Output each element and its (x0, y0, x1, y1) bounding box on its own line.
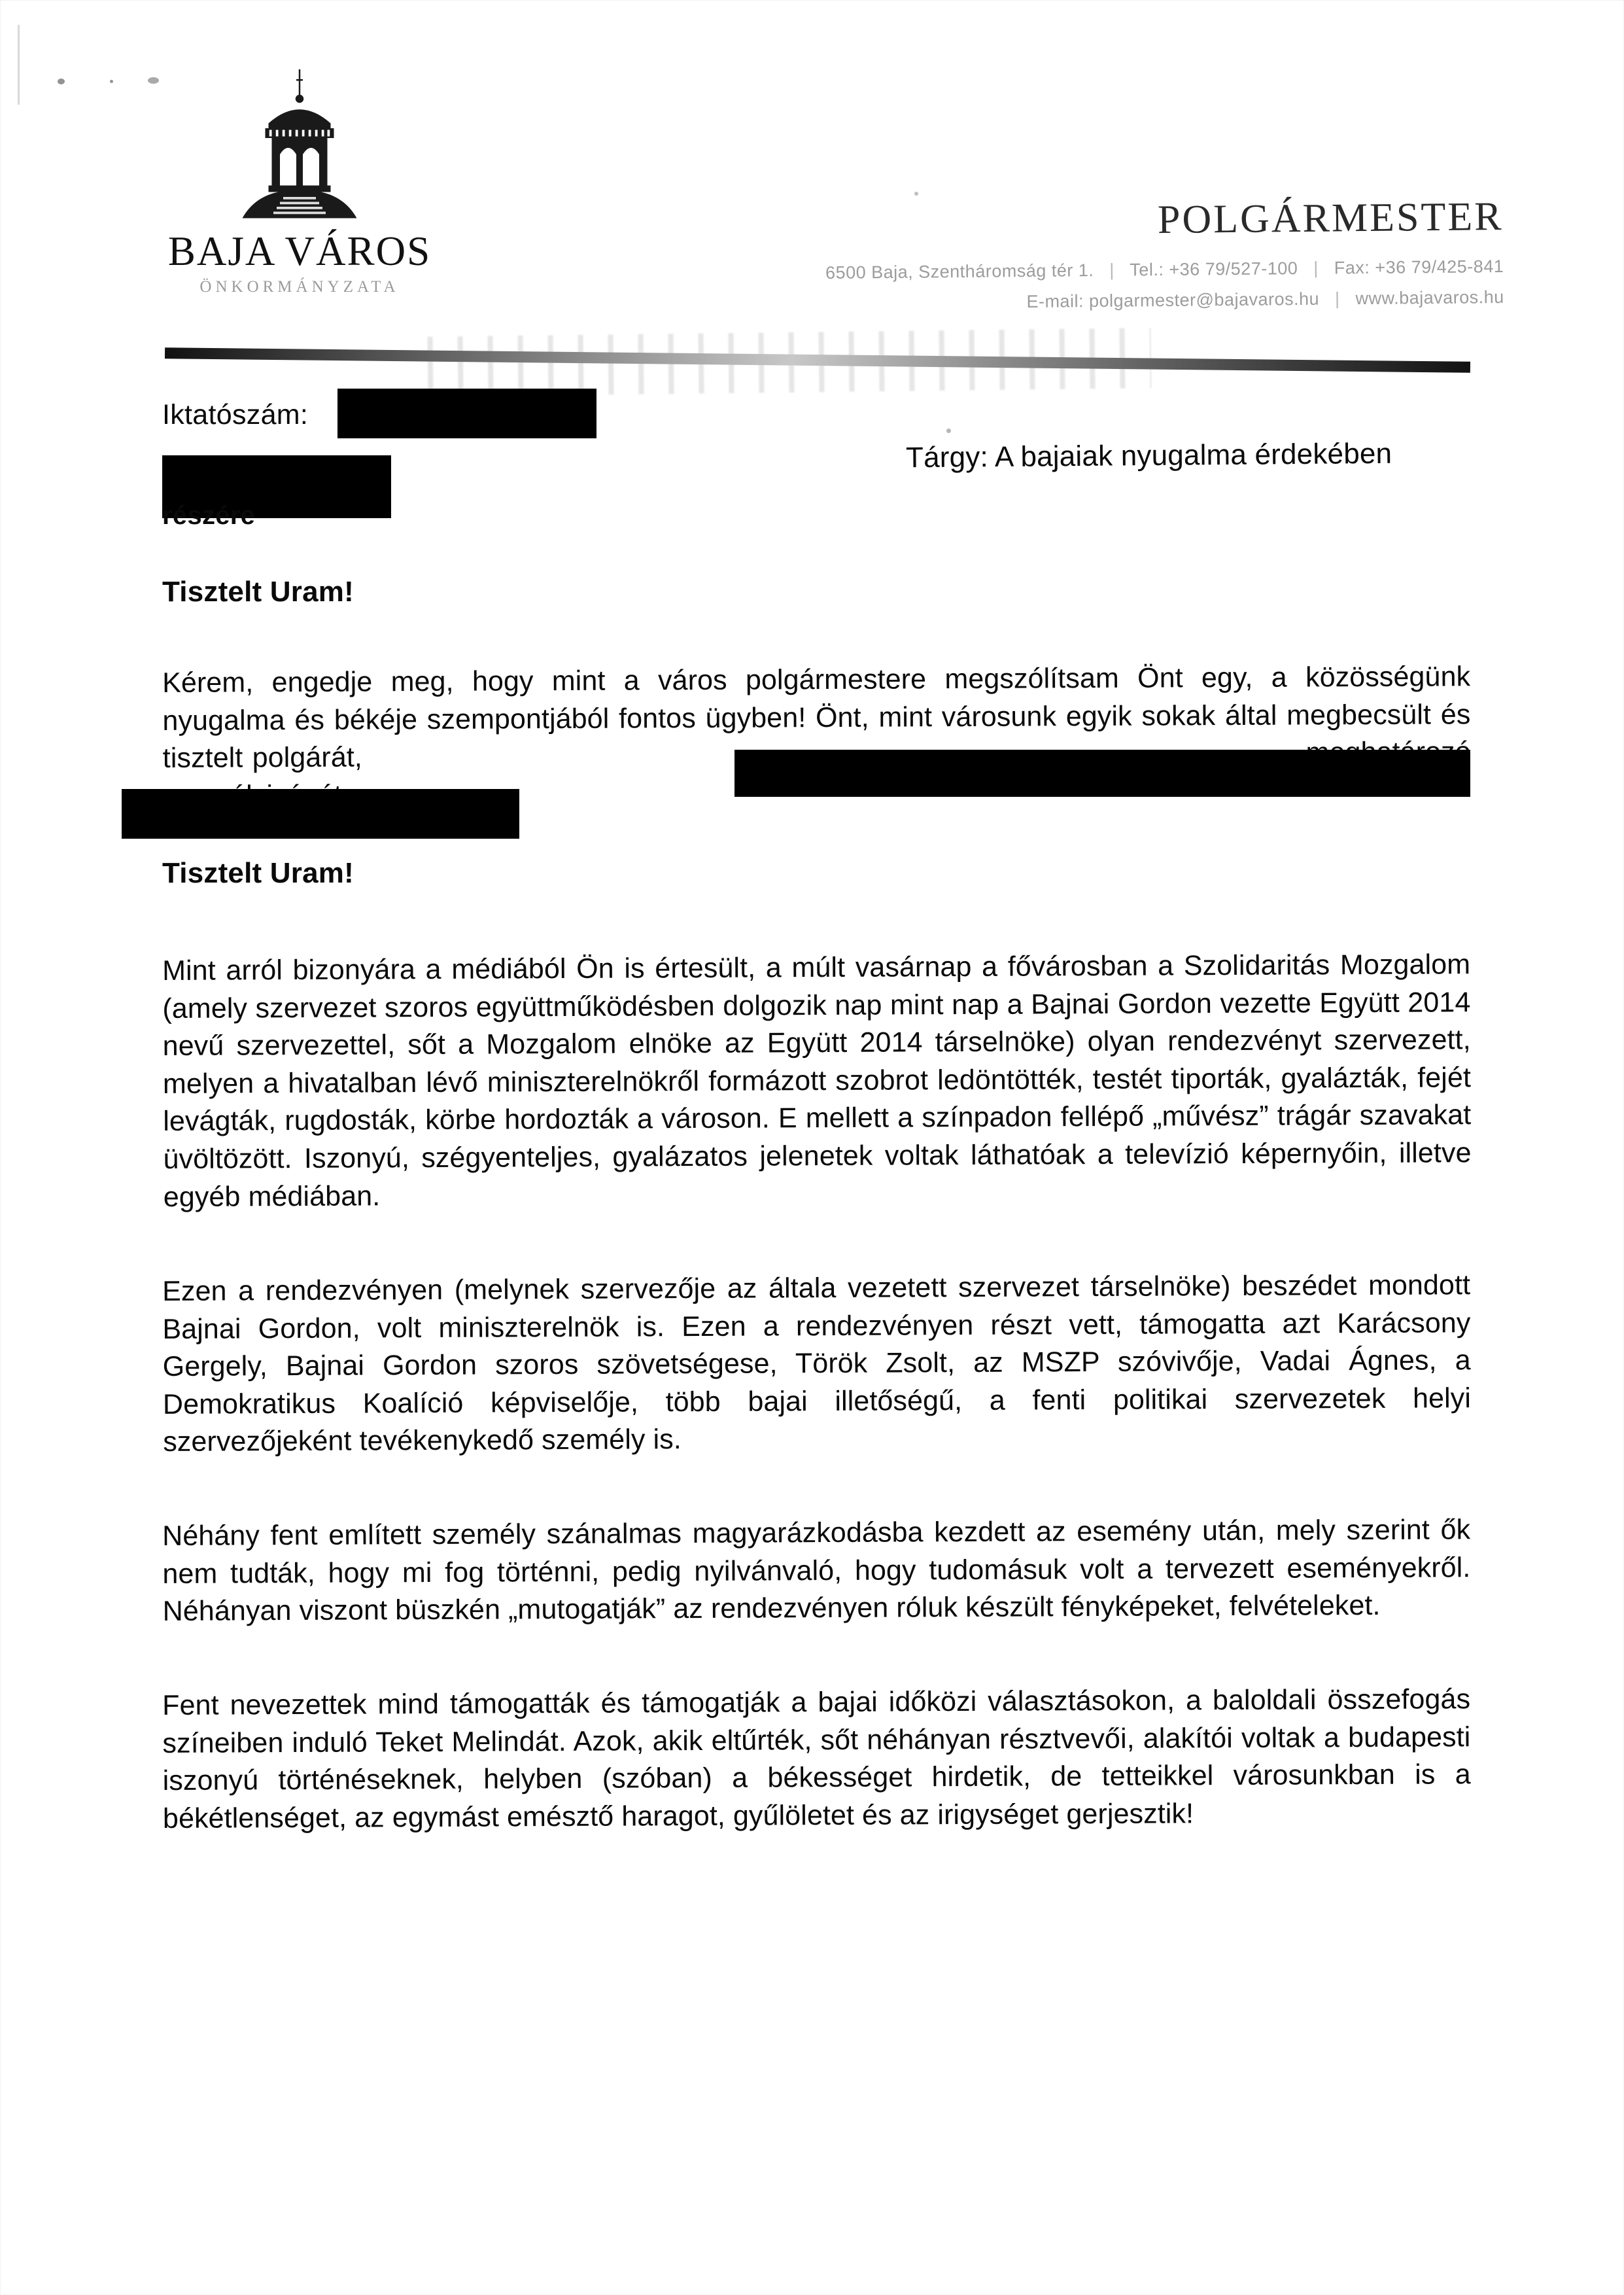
intro-redaction-line-3 (734, 750, 1470, 797)
letterhead-title: POLGÁRMESTER (1157, 194, 1504, 243)
reference-number-row (162, 389, 1470, 445)
body-paragraph-1: Mint arról bizonyára a médiából Ön is értesült, a múlt vasárnap a fővárosban a Szolidaritás Mozgalom (amely szervezet szoros együttműködésben dolgozik nap mint nap a Bajnai Gordon vezette Együtt 2014 nevű szervezettel, sőt a Mozgalom elnöke az Együtt 2014 társelnöke) olyan rendezvényt szervezett, melyen a hivatalban lévő miniszterelnökről formázott szobrot ledöntötték, testét tiporták, gyalázták, fejét levágták, rugdosták, körbe hordozták a városon. E mellett a színpadon fellépő „művész” trágár szavakat üvöltözött. Iszonyú, szégyenteljes, gyalázatos jelenetek voltak láthatóak a televízió képernyőin, illetve egyéb médiában. (162, 949, 1472, 1214)
salutation-first: Tisztelt Uram! (162, 576, 354, 608)
office-email: E-mail: polgarmester@bajavaros.hu (1026, 289, 1319, 312)
reference-number-redaction (337, 389, 596, 438)
separator-glyph: | (1109, 260, 1114, 280)
contact-line-2 (825, 282, 1504, 319)
separator-glyph: | (1334, 289, 1340, 309)
body-paragraph-4: Fent nevezettek mind támogatták és támogatják a bajai időközi választásokon, a baloldali összefogás színeiben induló Teket Melindát. Azok, akik eltűrték, sőt néhányan résztvevői, alakítói voltak a budapesti iszonyú történéseknek, helyben (szóban) a békességet hirdetik, de tetteikkel városunkban is a békétlenséget, az egymást emésztő haragot, gyűlöletet és az irigységet gerjesztik! (162, 1683, 1471, 1834)
letter-body (162, 576, 1470, 1838)
letterhead (0, 0, 1624, 340)
reference-number-label: Iktatószám: (162, 399, 309, 430)
subject-line: Tárgy: A bajaiak nyugalma érdekében (905, 437, 1392, 474)
recipient-suffix: részére (162, 501, 256, 530)
office-address: 6500 Baja, Szentháromság tér 1. (825, 260, 1094, 283)
office-website: www.bajavaros.hu (1355, 287, 1504, 309)
office-fax: Fax: +36 79/425-841 (1334, 256, 1504, 278)
office-phone: Tel.: +36 79/527-100 (1129, 258, 1298, 280)
intro-paragraph-wrapper (162, 661, 1471, 815)
body-paragraph-3: Néhány fent említett személy szánalmas magyarázkodásba kezdett az esemény után, mely szerint ők nem tudták, hogy mi fog történni, pedig nyilvánvaló, hogy tudomásuk volt a tervezett eseményekről. Néhányan viszont büszkén „mutogatják” az rendezvényen róluk készült fényképeket, felvételeket. (162, 1513, 1471, 1627)
intro-text-part-1: Kérem, engedje meg, hogy mint a város polgármestere megszólítsam Önt egy, a közösségünk nyugalma és békéje szempontjából fontos ügyben! Önt, mint városunk egyik sokak által megbecsült és tisztelt polgárát, (162, 661, 1471, 775)
organization-name: BAJA VÁROS (167, 228, 432, 274)
letterhead-contact-lines (825, 251, 1504, 319)
letterhead-contact-block (825, 196, 1504, 319)
organization-subtitle: ÖNKORMÁNYZATA (199, 278, 400, 296)
body-paragraph-2: Ezen a rendezvényen (melynek szervezője az általa vezetett szervezet társelnöke) beszédet mondott Bajnai Gordon, volt miniszterelnök is. Ezen a rendezvényen részt vett, támogatta azt Karácsony Gergely, Bajnai Gordon szoros szövetségese, Török Zsolt, az MSZP szóvivője, Vadai Ágnes, a Demokratikus Koalíció képviselője, több bajai illetőségű, a fenti politikai szervezetek helyi szervezőjeként tevékenykedő személy is. (162, 1269, 1472, 1458)
letterhead-divider (165, 347, 1470, 373)
organization-logo (162, 63, 437, 296)
rotunda-tower-icon (218, 63, 381, 226)
salutation-second: Tisztelt Uram! (162, 857, 354, 890)
intro-redaction-line-4 (122, 789, 519, 839)
separator-glyph: | (1313, 258, 1319, 278)
